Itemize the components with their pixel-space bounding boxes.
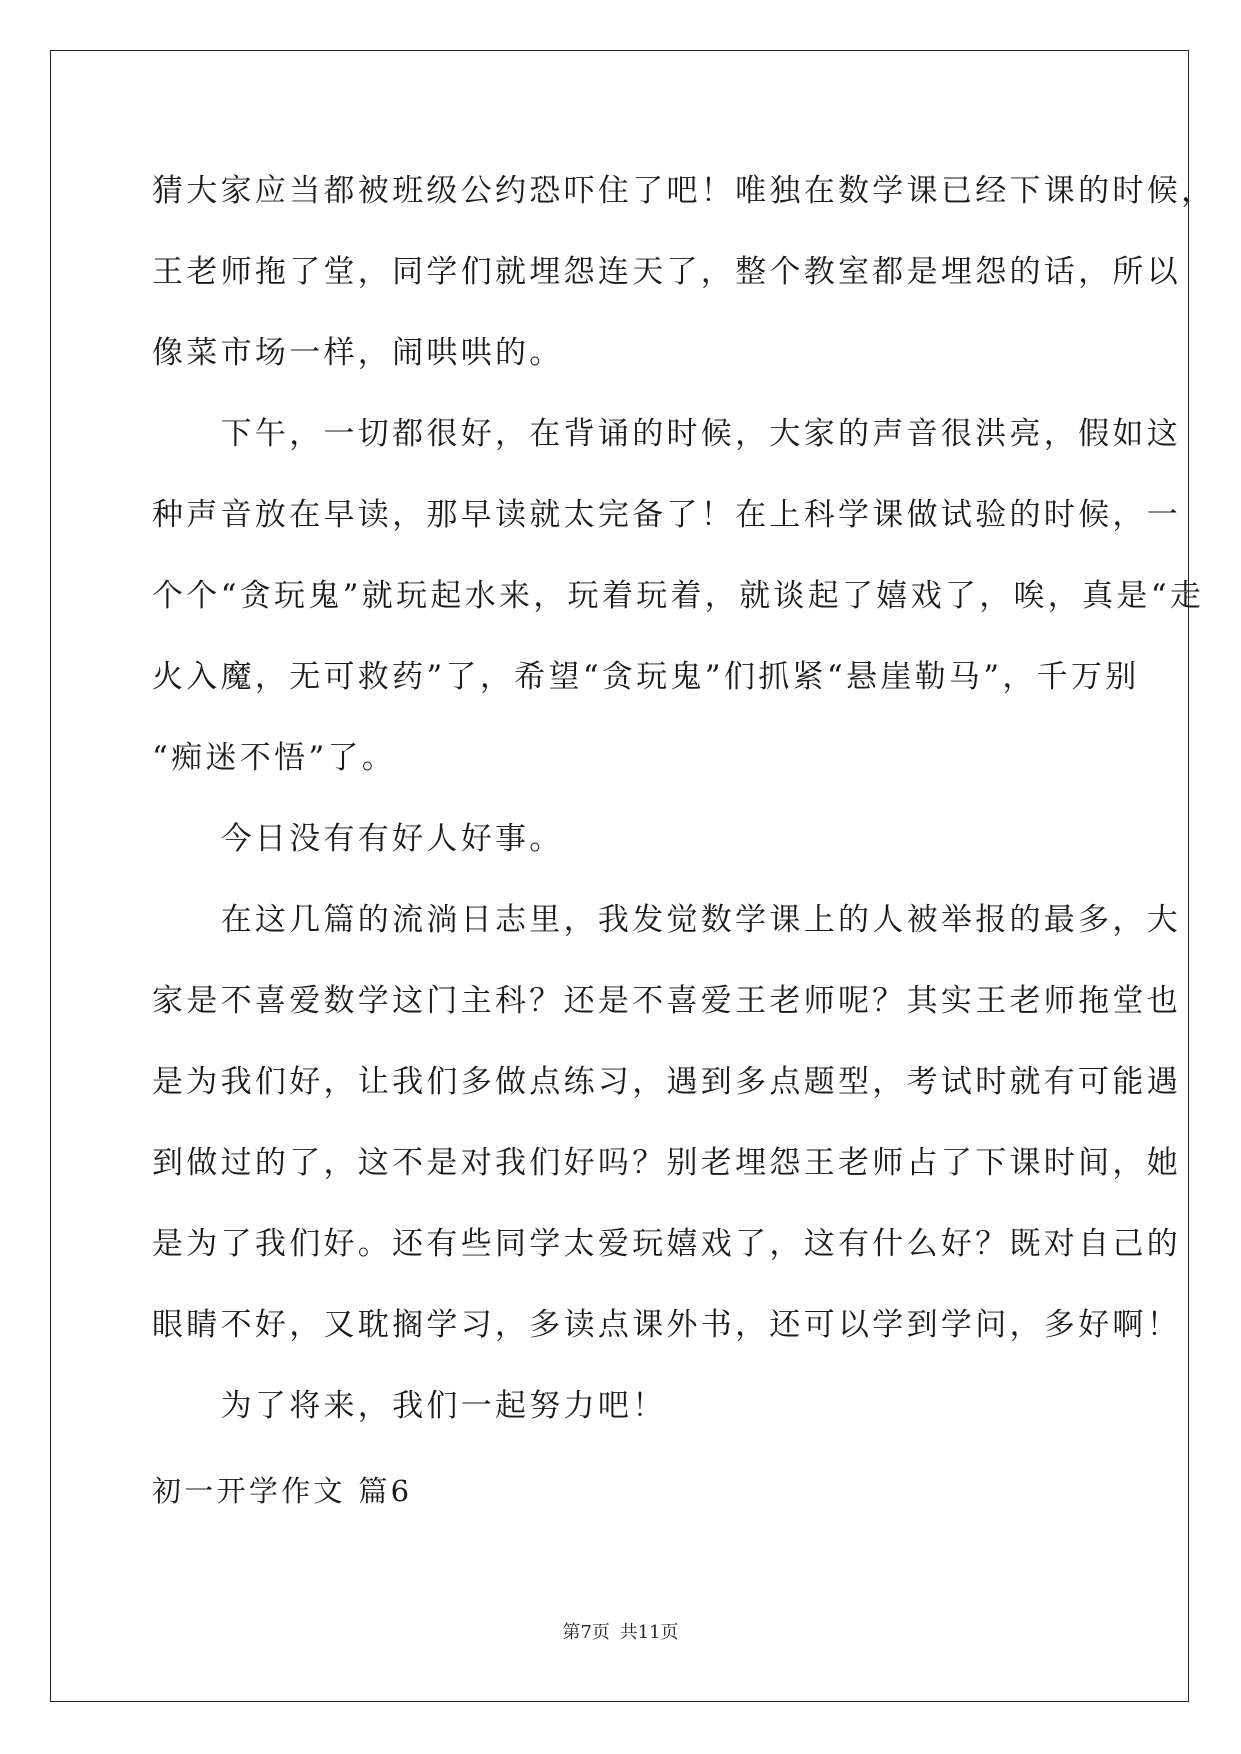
- body-text-line: 到做过的了，这不是对我们好吗？别老埋怨王老师占了下课时间，她: [152, 1145, 1181, 1181]
- total-pages-label: 共11页: [619, 1622, 679, 1643]
- body-text-line: 眼睛不好，又耽搁学习，多读点课外书，还可以学到学问，多好啊！: [152, 1307, 1181, 1343]
- body-text-line: 王老师拖了堂，同学们就埋怨连天了，整个教室都是埋怨的话，所以: [152, 254, 1181, 290]
- body-text-line: 下午，一切都很好，在背诵的时候，大家的声音很洪亮，假如这: [152, 416, 1181, 452]
- body-text-line: 是为了我们好。还有些同学太爱玩嬉戏了，这有什么好？既对自己的: [152, 1226, 1181, 1262]
- body-text-line: 猜大家应当都被班级公约恐吓住了吧！唯独在数学课已经下课的时候，: [152, 173, 1216, 209]
- body-text-line: 今日没有有好人好事。: [152, 821, 564, 857]
- body-text-line: 在这几篇的流淌日志里，我发觉数学课上的人被举报的最多，大: [152, 902, 1181, 938]
- body-text-line: 家是不喜爱数学这门主科？还是不喜爱王老师呢？其实王老师拖堂也: [152, 983, 1181, 1019]
- body-text-line: “痴迷不悟”了。: [152, 740, 397, 776]
- body-text-line: 火入魔，无可救药”了，希望“贪玩鬼”们抓紧“悬崖勒马”，千万别: [152, 659, 1140, 695]
- section-heading: 初一开学作文 篇6: [152, 1474, 413, 1508]
- body-text-line: 种声音放在早读，那早读就太完备了！在上科学课做试验的时候，一: [152, 497, 1181, 533]
- body-text-line: 像菜市场一样，闹哄哄的。: [152, 335, 564, 371]
- current-page-label: 第7页: [562, 1622, 610, 1643]
- page-border: [50, 50, 1189, 1702]
- body-text-line: 是为我们好，让我们多做点练习，遇到多点题型，考试时就有可能遇: [152, 1064, 1181, 1100]
- body-text-line: 为了将来，我们一起努力吧！: [152, 1388, 667, 1424]
- page-footer: [0, 1618, 1241, 1644]
- body-text-line: 个个“贪玩鬼”就玩起水来，玩着玩着，就谈起了嬉戏了，唉，真是“走: [152, 578, 1205, 614]
